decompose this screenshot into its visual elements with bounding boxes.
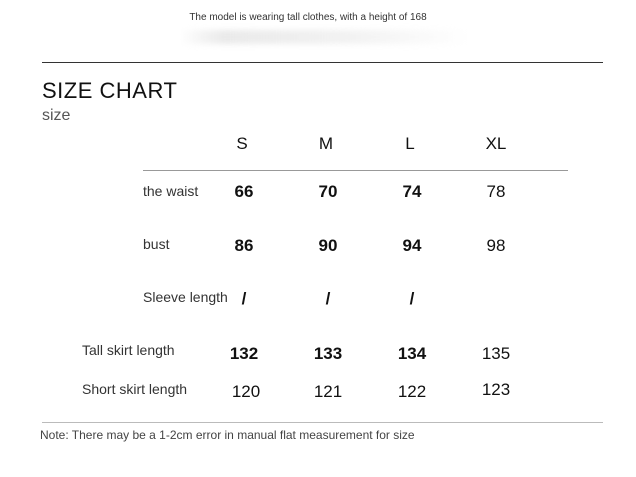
cell-waist-xl: 78 — [486, 182, 506, 201]
cell-tall-m: 133 — [313, 344, 343, 363]
cell-short-l: 122 — [397, 382, 427, 401]
page-title: SIZE CHART — [42, 78, 178, 103]
cell-tall-l: 134 — [397, 344, 427, 363]
cell-waist-l: 74 — [402, 182, 422, 201]
bottom-divider — [42, 422, 603, 423]
size-header-l: L — [405, 134, 415, 153]
footer-note: Note: There may be a 1-2cm error in manual flat measurement for size — [40, 428, 415, 442]
cell-sleeve-s: / — [241, 289, 247, 308]
cell-short-s: 120 — [231, 382, 261, 401]
model-note: The model is wearing tall clothes, with a height of 168 — [189, 12, 427, 23]
size-header-m: M — [318, 134, 334, 153]
row-label-sleeve: Sleeve length — [143, 289, 228, 305]
row-label-bust: bust — [143, 236, 170, 252]
header-divider — [143, 170, 568, 171]
top-divider — [42, 62, 603, 63]
row-label-tall-skirt: Tall skirt length — [82, 342, 175, 358]
blurred-text-smudge — [180, 30, 470, 44]
row-label-waist: the waist — [143, 183, 199, 199]
cell-tall-s: 132 — [229, 344, 259, 363]
cell-sleeve-m: / — [325, 289, 331, 308]
page-subtitle: size — [42, 107, 71, 124]
cell-bust-l: 94 — [402, 236, 422, 255]
cell-waist-m: 70 — [318, 182, 338, 201]
cell-bust-m: 90 — [318, 236, 338, 255]
cell-short-m: 121 — [313, 382, 343, 401]
row-label-short-skirt: Short skirt length — [82, 381, 188, 397]
cell-bust-xl: 98 — [486, 236, 506, 255]
cell-waist-s: 66 — [234, 182, 254, 201]
cell-bust-s: 86 — [234, 236, 254, 255]
size-header-s: S — [236, 134, 248, 153]
cell-sleeve-l: / — [409, 289, 415, 308]
size-header-xl: XL — [485, 134, 507, 153]
cell-short-xl: 123 — [481, 380, 511, 399]
cell-tall-xl: 135 — [481, 344, 511, 363]
